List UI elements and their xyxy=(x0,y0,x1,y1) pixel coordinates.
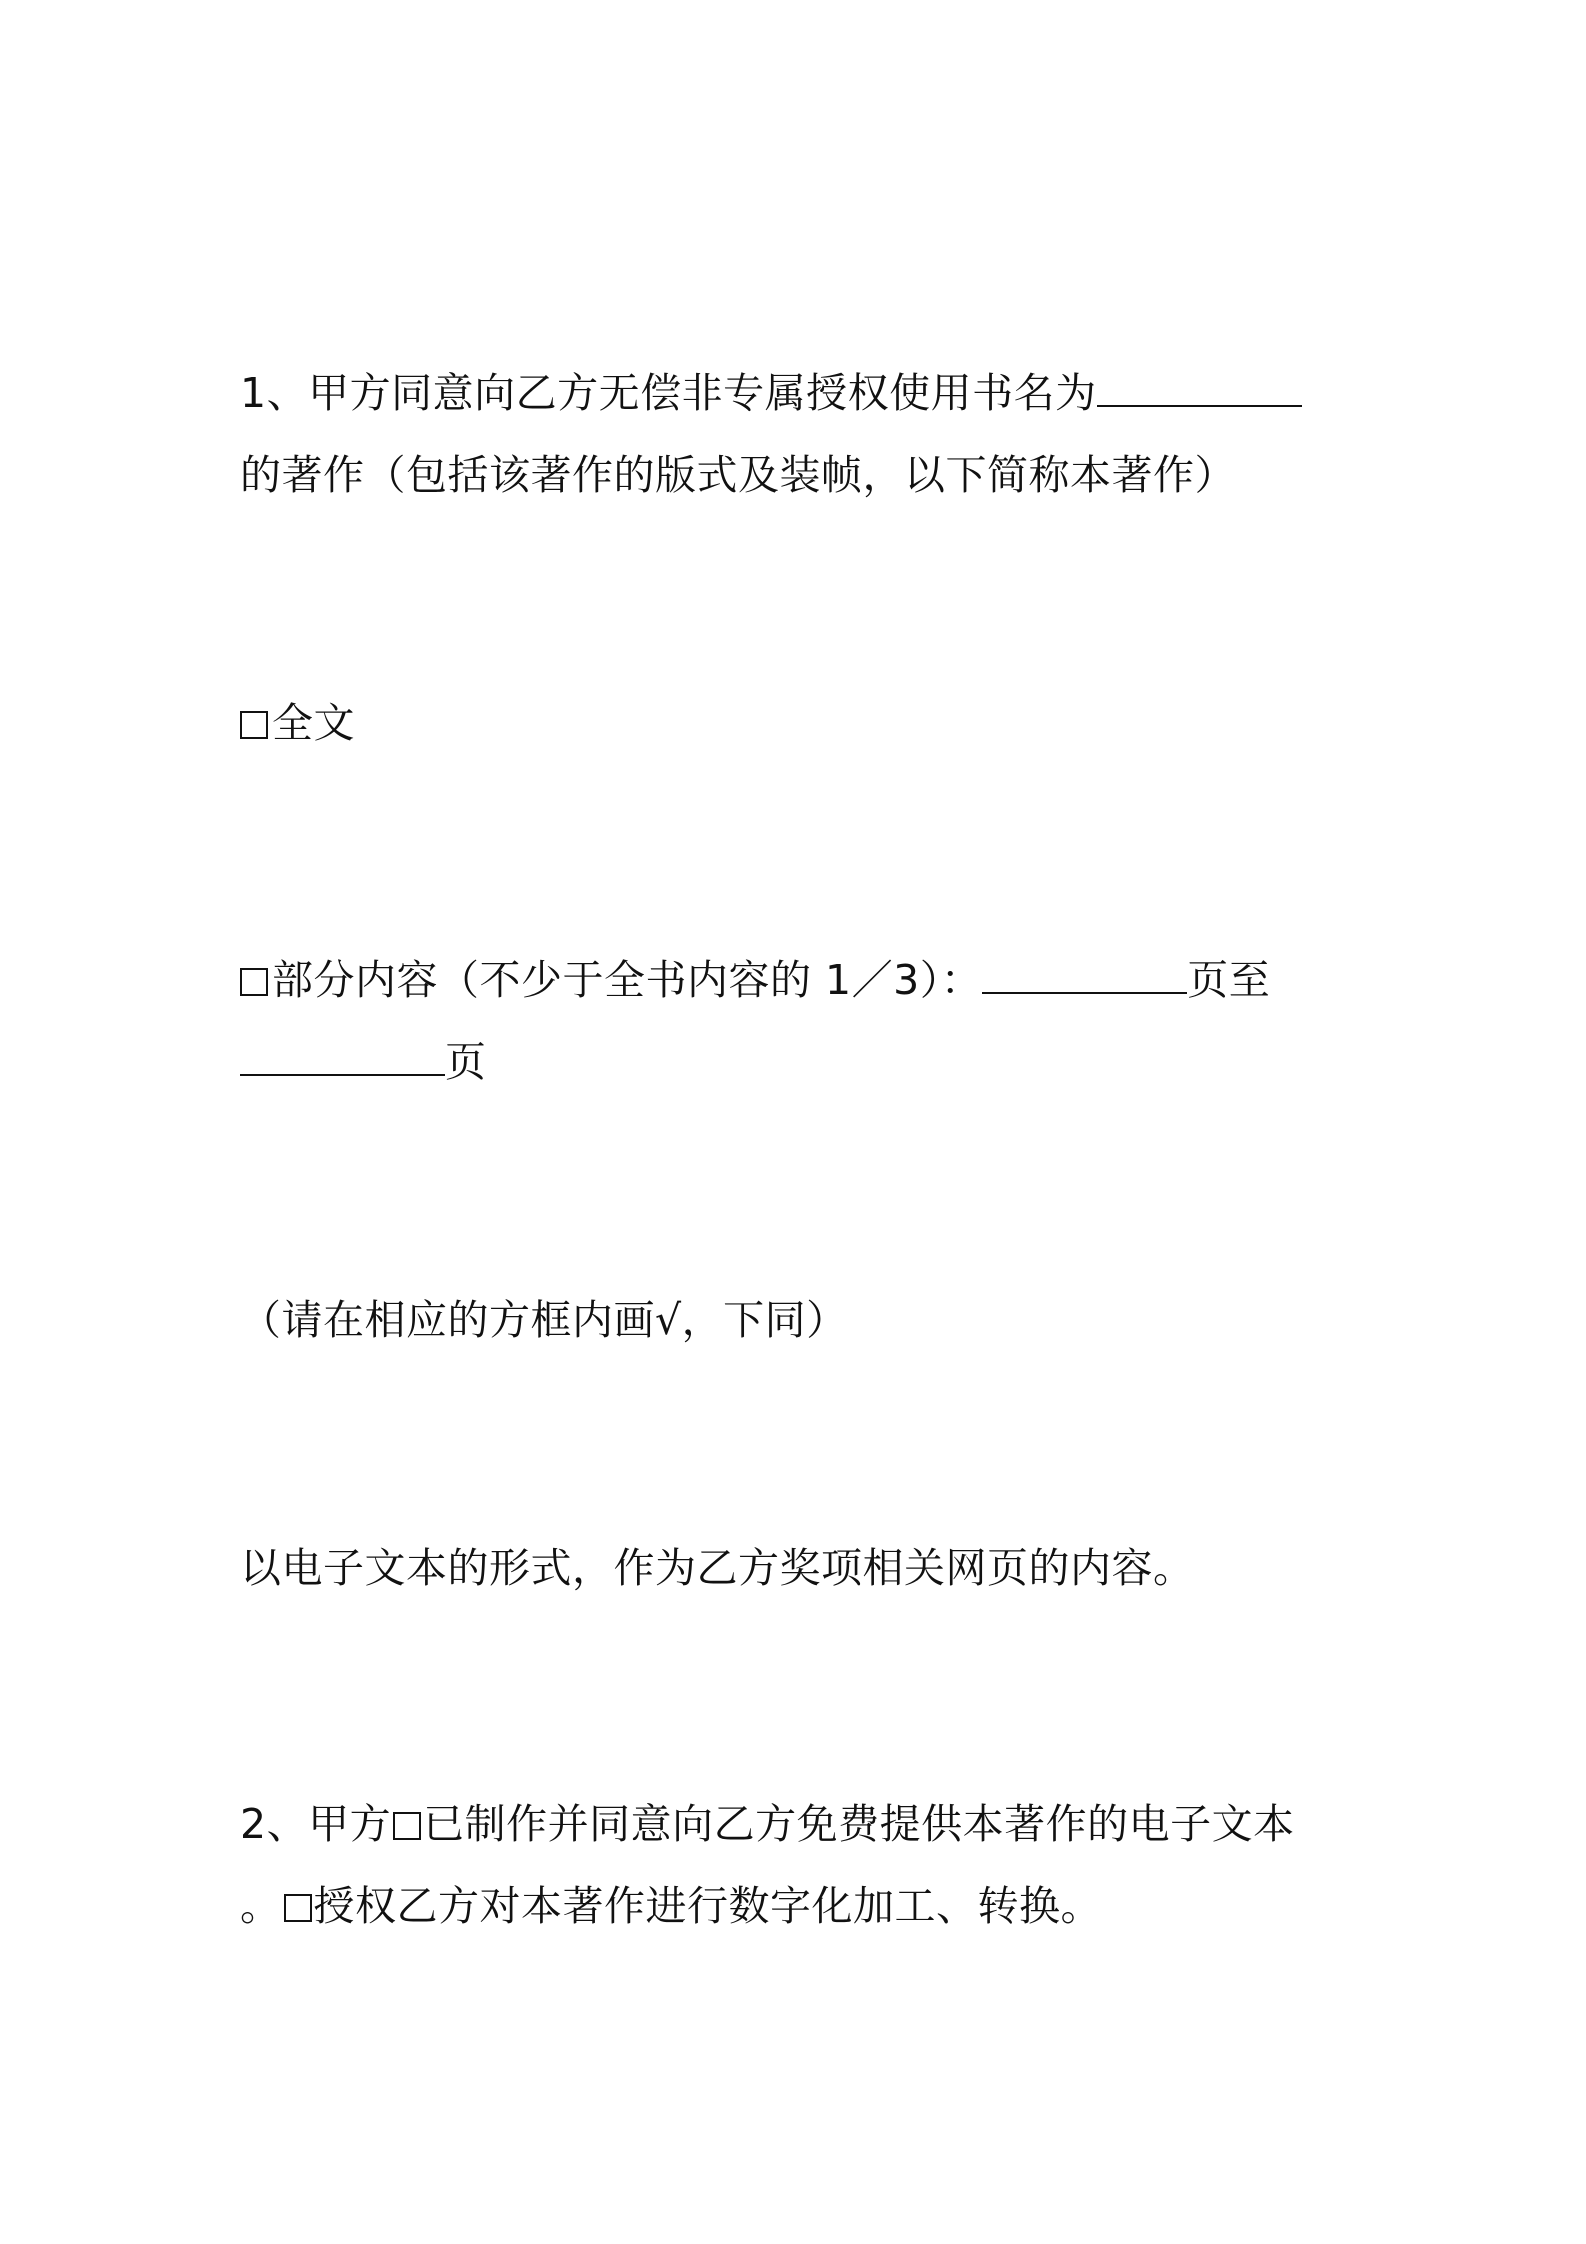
page-from-blank[interactable] xyxy=(982,956,1187,994)
clause-1-continuation: 的著作（包括该著作的版式及装帧，以下简称本著作） xyxy=(240,451,1236,499)
full-text-label: 全文 xyxy=(272,699,355,747)
instruction-text: （请在相应的方框内画√，下同） xyxy=(240,1296,848,1344)
digitization-authorization-label: 授权乙方对本著作进行数字化加工、转换。 xyxy=(313,1882,1102,1930)
clause-2-line-start: 。 xyxy=(240,1882,282,1930)
full-text-checkbox[interactable] xyxy=(240,711,268,739)
instruction-note xyxy=(240,1295,1360,1345)
page-to-blank[interactable] xyxy=(240,1038,445,1076)
page-from-suffix: 页至 xyxy=(1187,956,1271,1004)
clause-2-line-2 xyxy=(240,1881,1360,1931)
clause-1-line-1 xyxy=(240,368,1360,418)
clause-2-prefix: 2、甲方 xyxy=(240,1800,392,1848)
clause-1-line-2 xyxy=(240,450,1360,500)
usage-statement xyxy=(240,1543,1360,1593)
option-partial-content-line-2 xyxy=(240,1037,1360,1087)
partial-content-label: 部分内容（不少于全书内容的 1／3）： xyxy=(272,956,983,1004)
option-full-text xyxy=(240,698,1360,748)
provided-ebook-label: 已制作并同意向乙方免费提供本著作的电子文本 xyxy=(423,1800,1295,1848)
page-to-suffix: 页 xyxy=(445,1038,487,1086)
book-title-blank[interactable] xyxy=(1097,369,1302,407)
partial-content-checkbox[interactable] xyxy=(240,968,268,996)
usage-text: 以电子文本的形式，作为乙方奖项相关网页的内容。 xyxy=(240,1544,1195,1592)
clause-2-line-1 xyxy=(240,1799,1360,1849)
digitization-authorization-checkbox[interactable] xyxy=(284,1894,312,1922)
provided-ebook-checkbox[interactable] xyxy=(393,1812,421,1840)
clause-1-text: 1、甲方同意向乙方无偿非专属授权使用书名为 xyxy=(240,369,1097,417)
option-partial-content xyxy=(240,955,1360,1005)
